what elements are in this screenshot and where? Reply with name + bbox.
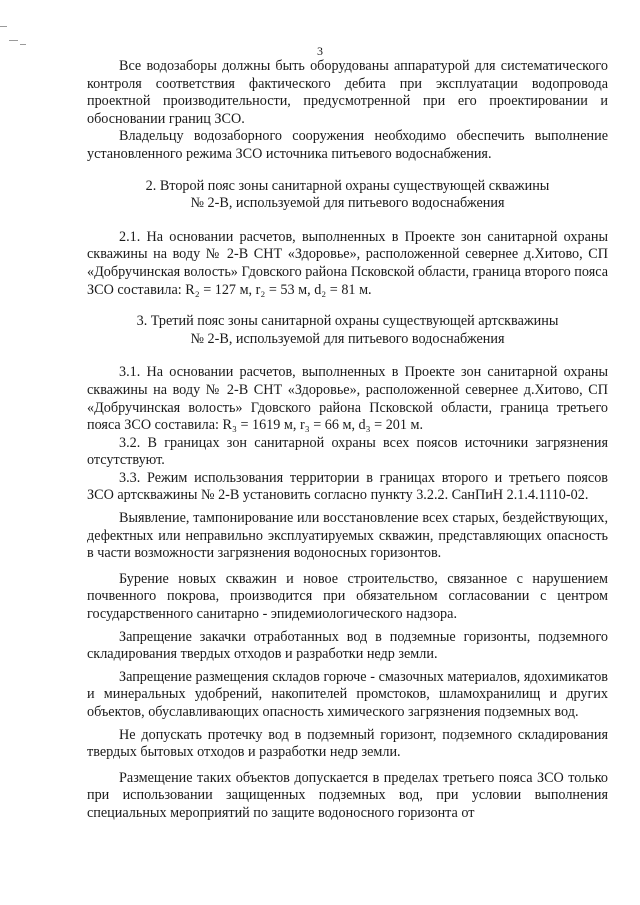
paragraph-placement-conditions: Размещение таких объектов допускается в пределах третьего пояса ЗСО только при использовании защищенных подземных вод, при условии выполнения специальных мероприятий по защите водоносного горизонта от [87, 769, 608, 821]
section-heading-line: № 2-В, используемой для питьевого водоснабжения [190, 330, 505, 347]
scan-artifact-mark [9, 40, 18, 41]
document-body [87, 58, 608, 823]
paragraph-equipment-requirement: Все водозаборы должны быть оборудованы аппаратурой для систематического контроля соответствия фактического дебита при эксплуатации водопровода проектной производительности, предусмотренной при его проектировании и обосновании границ ЗСО. [87, 58, 608, 127]
paragraph-well-identification: Выявление, тампонирование или восстановление всех старых, бездействующих, дефектных или неправильно эксплуатируемых скважин, представляющих опасность в части возможности загрязнения водоносных горизонтов. [87, 510, 608, 562]
section-heading-second-belt [87, 178, 608, 213]
paragraph-3-2: 3.2. В границах зон санитарной охраны всех поясов источники загрязнения отсутствуют. [87, 434, 608, 469]
section-heading-line: 3. Третий пояс зоны санитарной охраны существующей артскважины [136, 313, 559, 330]
paragraph-new-drilling: Бурение новых скважин и новое строительство, связанное с нарушением почвенного покрова, производится при обязательном согласовании с центром государственного санитарно - эпидемиологического надзора. [87, 570, 608, 623]
paragraph-storage-ban: Запрещение размещения складов горюче - смазочных материалов, ядохимикатов и минеральных удобрений, накопителей промстоков, шламохранилищ и других объектов, обуславливающих опасность химического загрязнения подземных вод. [87, 668, 608, 720]
section-heading-third-belt [87, 313, 608, 348]
paragraph-injection-ban: Запрещение закачки отработанных вод в подземные горизонты, подземного складирования твердых отходов и разработки недр земли. [87, 628, 608, 663]
scan-artifact-mark [0, 26, 7, 27]
paragraph-owner-obligation: Владельцу водозаборного сооружения необходимо обеспечить выполнение установленного режима ЗСО источника питьевого водоснабжения. [87, 128, 608, 162]
section-heading-line: № 2-В, используемой для питьевого водоснабжения [190, 195, 505, 212]
paragraph-3-3: 3.3. Режим использования территории в границах второго и третьего поясов ЗСО артскважины № 2-В установить согласно пункту 3.2.2. СанПиН 2.1.4.1110-02. [87, 469, 608, 504]
section-heading-line: 2. Второй пояс зоны санитарной охраны существующей скважины [145, 177, 550, 194]
paragraph-leak-prevention: Не допускать протечку вод в подземный горизонт, подземного складирования твердых бытовых отходов и разработки недр земли. [87, 726, 608, 761]
paragraph-3-1: 3.1. На основании расчетов, выполненных в Проекте зон санитарной охраны скважины на воду № 2-В СНТ «Здоровье», расположенной севернее д.Хитово, СП «Добручинская волость» Гдовского района Псковской области, граница третьего пояса ЗСО составила: R₃ = 1619 м, r₃ = 66 м, d₃ = 201 м. [87, 364, 608, 434]
paragraph-2-1: 2.1. На основании расчетов, выполненных в Проекте зон санитарной охраны скважины на воду № 2-В СНТ «Здоровье», расположенной севернее д.Хитово, СП «Добручинская волость» Гдовского района Псковской области, граница второго пояса ЗСО составила: R₂ = 127 м, r₂ = 53 м, d₂ = 81 м. [87, 228, 608, 298]
page-number: 3 [317, 44, 323, 58]
